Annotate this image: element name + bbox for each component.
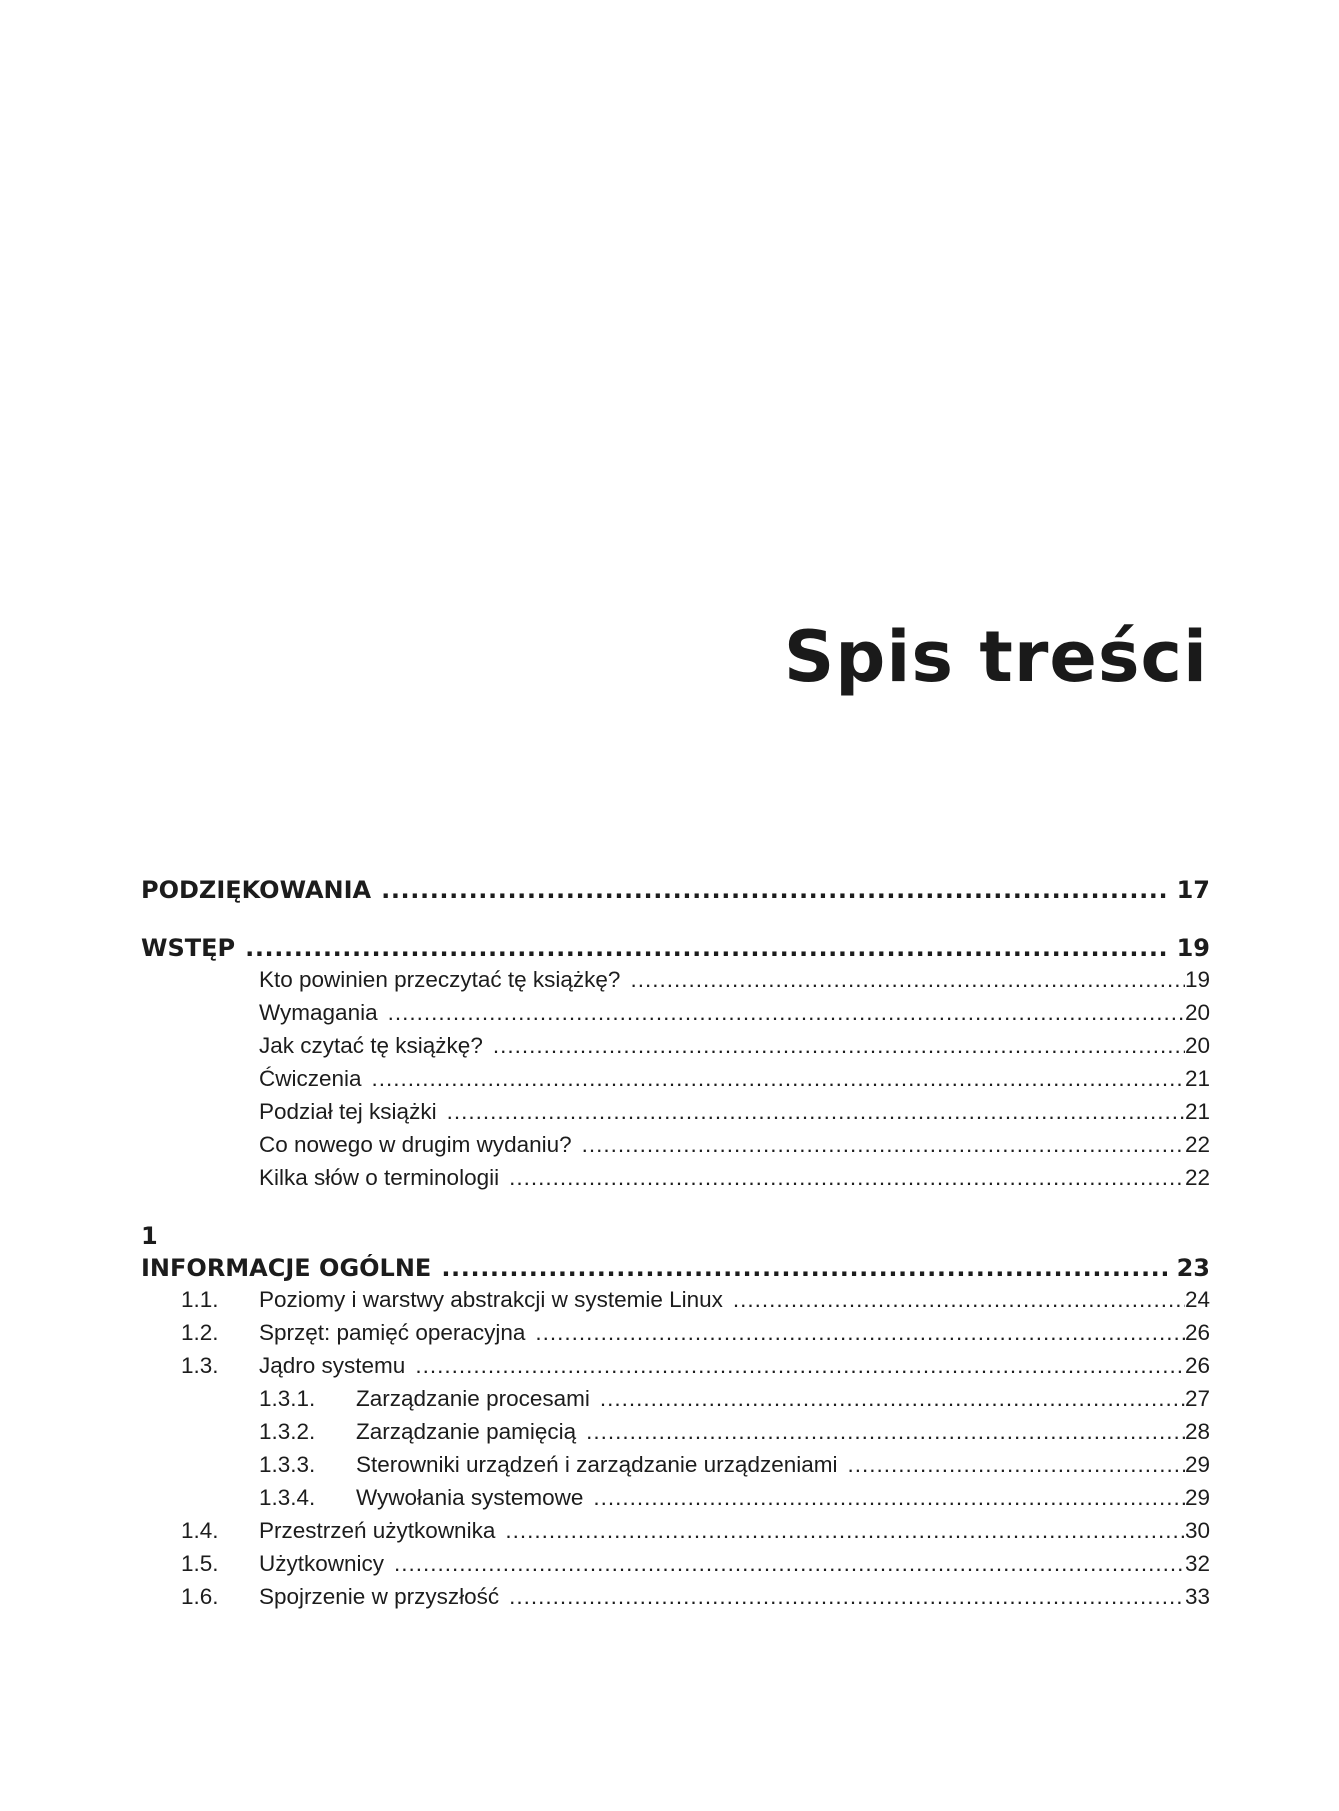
page-title: Spis treści <box>783 616 1208 698</box>
toc-entry[interactable] <box>141 1066 1210 1092</box>
toc-entry[interactable] <box>141 1033 1210 1059</box>
dot-leader <box>394 1551 1185 1577</box>
toc-entry[interactable] <box>141 1584 1210 1610</box>
dot-leader <box>415 1353 1185 1379</box>
toc-entry-number: 1.3.3. <box>259 1452 316 1477</box>
toc-entry-title: Poziomy i warstwy abstrakcji w systemie Linux <box>259 1287 723 1312</box>
dot-leader <box>509 1165 1185 1191</box>
toc-entry-title: INFORMACJE OGÓLNE <box>141 1254 432 1282</box>
toc-entry[interactable] <box>141 1254 1210 1282</box>
toc-entry-page-number: 27 <box>1184 1386 1210 1411</box>
toc-entry-number: 1.6. <box>181 1584 219 1609</box>
dot-leader <box>245 934 1166 962</box>
toc-entry-title: Podział tej książki <box>259 1099 437 1124</box>
toc-entry-title: Spojrzenie w przyszłość <box>259 1584 500 1609</box>
toc-entry-title: PODZIĘKOWANIA <box>141 876 372 904</box>
toc-entry-page-number: 20 <box>1184 1033 1210 1058</box>
toc-entry-title: Zarządzanie procesami <box>356 1386 590 1411</box>
toc-entry-page-number: 29 <box>1184 1485 1210 1510</box>
toc-entry-title: Kilka słów o terminologii <box>259 1165 500 1190</box>
toc-entry[interactable] <box>141 1452 1210 1478</box>
dot-leader <box>593 1485 1185 1511</box>
toc-entry-page-number: 29 <box>1184 1452 1210 1477</box>
toc-entry-page-number: 30 <box>1184 1518 1210 1543</box>
toc-entry-title: Co nowego w drugim wydaniu? <box>259 1132 572 1157</box>
toc-entry[interactable] <box>141 1165 1210 1191</box>
toc-entry[interactable] <box>141 934 1210 962</box>
dot-leader <box>733 1287 1185 1313</box>
toc-entry[interactable] <box>141 1518 1210 1544</box>
toc-entry-page-number: 28 <box>1184 1419 1210 1444</box>
toc-entry-page-number: 26 <box>1184 1353 1210 1378</box>
toc-entry-title: Wywołania systemowe <box>356 1485 584 1510</box>
dot-leader <box>582 1132 1185 1158</box>
toc-entry-page-number: 19 <box>1176 934 1210 962</box>
toc-entry-title: Sterowniki urządzeń i zarządzanie urządzeniami <box>356 1452 838 1477</box>
dot-leader <box>381 876 1166 904</box>
toc-entry-title: Sprzęt: pamięć operacyjna <box>259 1320 526 1345</box>
chapter-number <box>141 1222 1210 1250</box>
toc-entry-number: 1.2. <box>181 1320 219 1345</box>
toc-entry-number: 1.3.4. <box>259 1485 316 1510</box>
toc-entry[interactable] <box>141 1132 1210 1158</box>
toc-entry-number: 1.3.1. <box>259 1386 316 1411</box>
toc-entry-title: Użytkownicy <box>259 1551 385 1576</box>
dot-leader <box>586 1419 1185 1445</box>
toc-entry-title: Wymagania <box>259 1000 378 1025</box>
dot-leader <box>848 1452 1185 1478</box>
toc-entry-title: Jak czytać tę książkę? <box>259 1033 483 1058</box>
dot-leader <box>600 1386 1185 1412</box>
toc-entry[interactable] <box>141 1419 1210 1445</box>
toc-entry-number: 1.4. <box>181 1518 219 1543</box>
toc-entry[interactable] <box>141 1353 1210 1379</box>
toc-entry[interactable] <box>141 876 1210 904</box>
toc-entry-page-number: 21 <box>1184 1066 1210 1091</box>
dot-leader <box>372 1066 1185 1092</box>
dot-leader <box>509 1584 1185 1610</box>
dot-leader <box>493 1033 1185 1059</box>
toc-entry-page-number: 26 <box>1184 1320 1210 1345</box>
toc-entry-page-number: 20 <box>1184 1000 1210 1025</box>
toc-entry[interactable] <box>141 1485 1210 1511</box>
toc-entry-number: 1.1. <box>181 1287 219 1312</box>
toc-entry-title: Ćwiczenia <box>259 1066 362 1091</box>
toc-entry-page-number: 17 <box>1176 876 1210 904</box>
toc-entry-page-number: 22 <box>1184 1132 1210 1157</box>
toc-entry-title: Zarządzanie pamięcią <box>356 1419 577 1444</box>
dot-leader <box>441 1254 1166 1282</box>
toc-entry-page-number: 21 <box>1184 1099 1210 1124</box>
dot-leader <box>388 1000 1185 1026</box>
dot-leader <box>630 967 1185 993</box>
toc-entry[interactable] <box>141 1287 1210 1313</box>
toc-entry[interactable] <box>141 967 1210 993</box>
toc-entry-title: Przestrzeń użytkownika <box>259 1518 496 1543</box>
toc-entry-title: WSTĘP <box>141 934 236 962</box>
toc-entry-page-number: 32 <box>1184 1551 1210 1576</box>
toc-entry[interactable] <box>141 1551 1210 1577</box>
toc-entry[interactable] <box>141 1386 1210 1412</box>
dot-leader <box>505 1518 1185 1544</box>
toc-entry[interactable] <box>141 1099 1210 1125</box>
toc-entry[interactable] <box>141 1320 1210 1346</box>
toc-entry-page-number: 23 <box>1176 1254 1210 1282</box>
toc-entry-page-number: 22 <box>1184 1165 1210 1190</box>
toc-entry-number: 1.3. <box>181 1353 219 1378</box>
toc-entry-number: 1.5. <box>181 1551 219 1576</box>
toc-entry-page-number: 33 <box>1184 1584 1210 1609</box>
chapter-number-label: 1 <box>141 1222 158 1250</box>
toc-entry-number: 1.3.2. <box>259 1419 316 1444</box>
toc-entry[interactable] <box>141 1000 1210 1026</box>
toc-entry-page-number: 24 <box>1184 1287 1210 1312</box>
toc-entry-title: Kto powinien przeczytać tę książkę? <box>259 967 621 992</box>
toc-entry-title: Jądro systemu <box>259 1353 406 1378</box>
toc-entry-page-number: 19 <box>1184 967 1210 992</box>
dot-leader <box>535 1320 1185 1346</box>
dot-leader <box>447 1099 1185 1125</box>
